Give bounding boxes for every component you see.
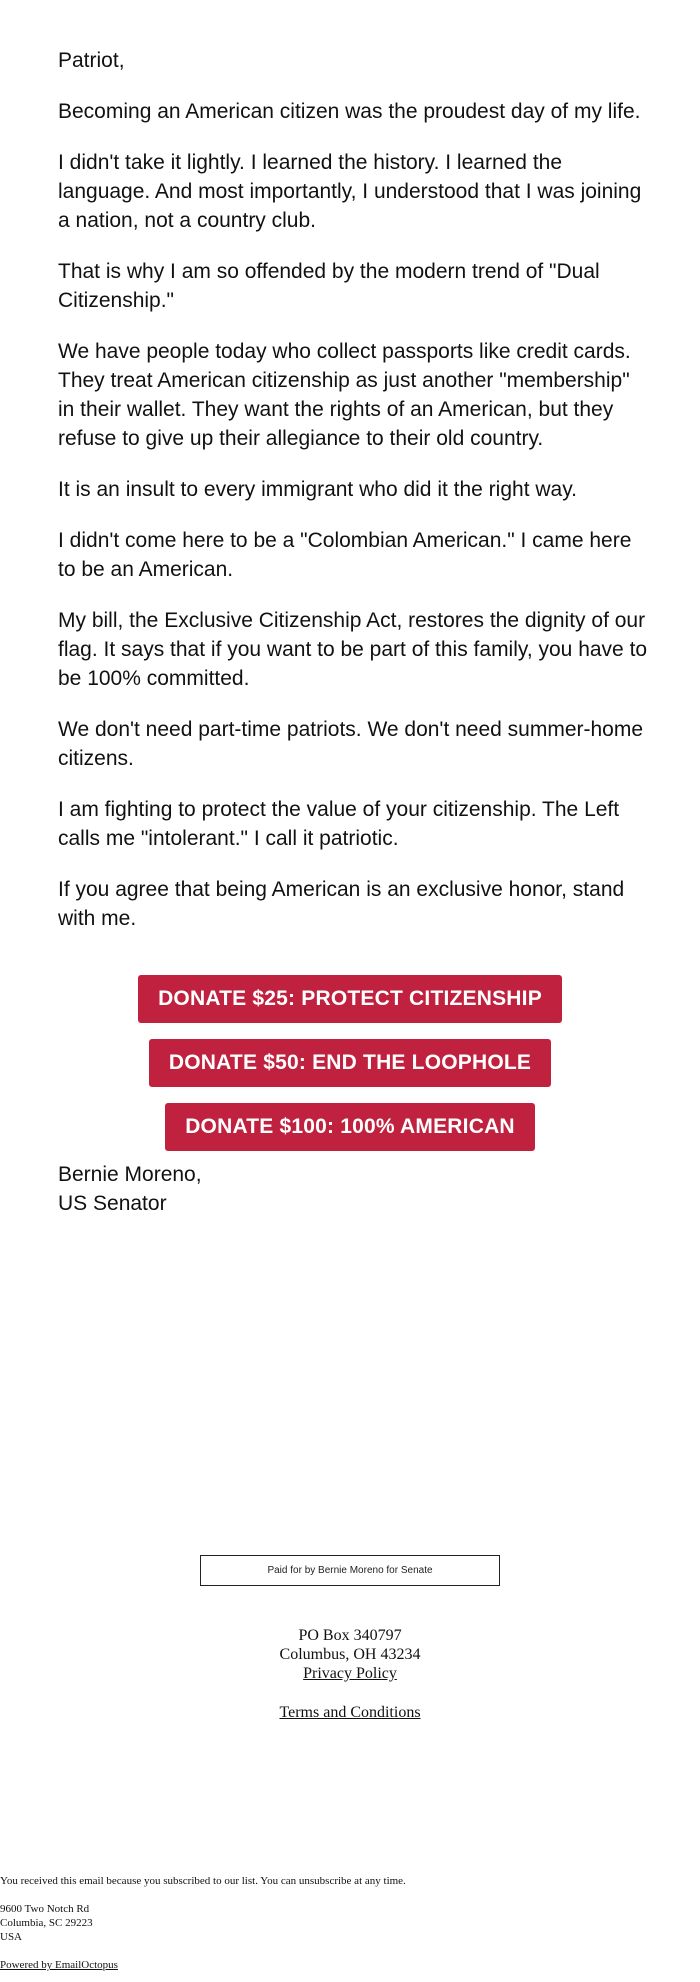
paragraph-insult: It is an insult to every immigrant who did it the right way. <box>58 478 577 501</box>
signature <box>58 1160 202 1218</box>
privacy-policy-link[interactable]: Privacy Policy <box>303 1665 397 1682</box>
email-footer <box>0 1874 406 1972</box>
paragraph-proudest-day: Becoming an American citizen was the proudest day of my life. <box>58 100 641 123</box>
donate-25-button[interactable]: DONATE $25: PROTECT CITIZENSHIP <box>138 975 562 1023</box>
paragraph-colombian-american: I didn't come here to be a "Colombian American." I came here to be an American. <box>58 529 632 581</box>
salutation: Patriot, <box>58 49 125 72</box>
paragraph-fighting: I am fighting to protect the value of your citizenship. The Left calls me "intolerant." I call it patriotic. <box>58 798 620 850</box>
powered-by-link[interactable]: Powered by EmailOctopus <box>0 1959 118 1971</box>
po-box: PO Box 340797 <box>298 1627 402 1644</box>
signature-name: Bernie Moreno, <box>58 1163 202 1186</box>
footer-address-street: 9600 Two Notch Rd <box>0 1903 90 1915</box>
donate-50-wrap <box>0 1039 700 1087</box>
footer-address-country: USA <box>0 1931 23 1943</box>
donate-25-wrap <box>0 975 700 1023</box>
city-line: Columbus, OH 43234 <box>279 1646 421 1663</box>
terms-and-conditions-link[interactable]: Terms and Conditions <box>279 1704 421 1721</box>
donate-100-button[interactable]: DONATE $100: 100% AMERICAN <box>165 1103 535 1151</box>
signature-title: US Senator <box>58 1192 167 1215</box>
paragraph-bill: My bill, the Exclusive Citizenship Act, restores the dignity of our flag. It says that if you want to be part of this family, you have to be 100% committed. <box>58 609 648 690</box>
terms-wrap <box>0 1703 700 1722</box>
campaign-address <box>0 1626 700 1683</box>
paragraph-passports: We have people today who collect passports like credit cards. They treat American citizenship as just another "membership" in their wallet. They want the rights of an American, but they refuse to give up their allegiance to their old country. <box>58 340 631 450</box>
paragraph-part-time-patriots: We don't need part-time patriots. We don't need summer-home citizens. <box>58 718 644 770</box>
donate-100-wrap <box>0 1103 700 1151</box>
letter-body <box>58 46 648 933</box>
footer-address-city: Columbia, SC 29223 <box>0 1917 93 1929</box>
donate-50-button[interactable]: DONATE $50: END THE LOOPHOLE <box>149 1039 551 1087</box>
paid-for-disclaimer: Paid for by Bernie Moreno for Senate <box>200 1555 500 1586</box>
subscription-notice: You received this email because you subscribed to our list. You can unsubscribe at any time. <box>0 1875 406 1887</box>
paragraph-call-to-action: If you agree that being American is an exclusive honor, stand with me. <box>58 878 625 930</box>
paragraph-dual-citizenship: That is why I am so offended by the modern trend of "Dual Citizenship." <box>58 260 600 312</box>
paragraph-learned-history: I didn't take it lightly. I learned the history. I learned the language. And most importantly, I understood that I was joining a nation, not a country club. <box>58 151 642 232</box>
